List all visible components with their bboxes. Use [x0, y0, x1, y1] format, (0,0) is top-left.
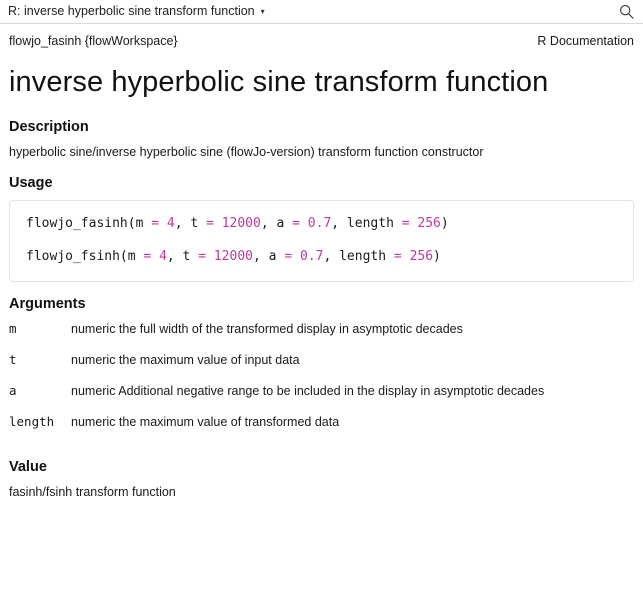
code-token [206, 249, 214, 264]
arguments-table-body [9, 321, 634, 439]
code-token: 4 [159, 248, 167, 264]
table-row [9, 383, 634, 414]
code-token: 0.7 [299, 248, 324, 264]
code-line-fasinh [26, 215, 617, 234]
code-token: ) [433, 248, 441, 264]
table-row [9, 321, 634, 352]
browser-tab-bar [0, 0, 643, 24]
code-token: flowjo_fsinh(m [26, 248, 144, 264]
code-token: , length [331, 215, 402, 231]
section-heading-value: Value [9, 458, 47, 475]
code-token: = [143, 248, 152, 264]
code-token: 4 [166, 215, 175, 231]
code-line-fsinh [26, 248, 617, 267]
code-token: = [292, 215, 300, 231]
argument-name: m [9, 320, 17, 336]
argument-description: numeric the full width of the transformed display in asymptotic decades [71, 321, 463, 336]
usage-code-block [9, 200, 634, 282]
code-token: = [393, 248, 402, 264]
description-text: hyperbolic sine/inverse hyperbolic sine (flowJo-version) transform function constructor [9, 145, 484, 159]
code-token: 256 [417, 215, 441, 231]
table-row [9, 414, 634, 438]
value-text: fasinh/fsinh transform function [9, 484, 176, 499]
argument-description: numeric the maximum value of input data [71, 352, 300, 367]
tab-title[interactable]: R: inverse hyperbolic sine transform function [8, 5, 255, 18]
search-icon[interactable] [619, 4, 634, 19]
package-reference: flowjo_fasinh {flowWorkspace} [9, 34, 178, 48]
code-token [300, 216, 308, 231]
code-token: , t [166, 248, 199, 264]
argument-name: a [9, 383, 17, 399]
code-token: = [198, 248, 207, 264]
argument-name: length [9, 414, 55, 430]
code-token: , length [323, 248, 394, 264]
code-token: 12000 [221, 215, 261, 231]
code-token [214, 216, 222, 231]
r-documentation-label: R Documentation [537, 34, 634, 48]
code-token: = [401, 215, 410, 231]
argument-name: t [9, 351, 17, 367]
code-token [151, 249, 159, 264]
chevron-down-icon[interactable]: ▾ [260, 6, 265, 16]
doc-meta-row [9, 34, 634, 48]
page-title: inverse hyperbolic sine transform function [9, 66, 549, 98]
code-token: flowjo_fasinh(m [26, 215, 152, 231]
code-token: = [151, 215, 160, 231]
code-token: 12000 [213, 248, 253, 264]
code-token: , a [260, 215, 293, 231]
code-token: 0.7 [307, 215, 332, 231]
document-body [0, 24, 643, 500]
argument-description: numeric Additional negative range to be included in the display in asymptotic decades [71, 384, 545, 399]
arguments-table [9, 321, 634, 439]
section-heading-arguments: Arguments [9, 295, 86, 312]
code-token [402, 249, 410, 264]
section-heading-description: Description [9, 119, 89, 135]
code-token: , t [174, 215, 207, 231]
table-row [9, 352, 634, 383]
code-token: , a [253, 248, 285, 264]
code-token: 256 [409, 248, 434, 264]
code-token: = [284, 248, 293, 264]
code-token [159, 216, 167, 231]
argument-description: numeric the maximum value of transformed data [71, 415, 340, 430]
code-token: ) [440, 215, 449, 231]
code-token: = [206, 215, 214, 231]
code-token [292, 249, 300, 264]
section-heading-usage: Usage [9, 174, 53, 191]
